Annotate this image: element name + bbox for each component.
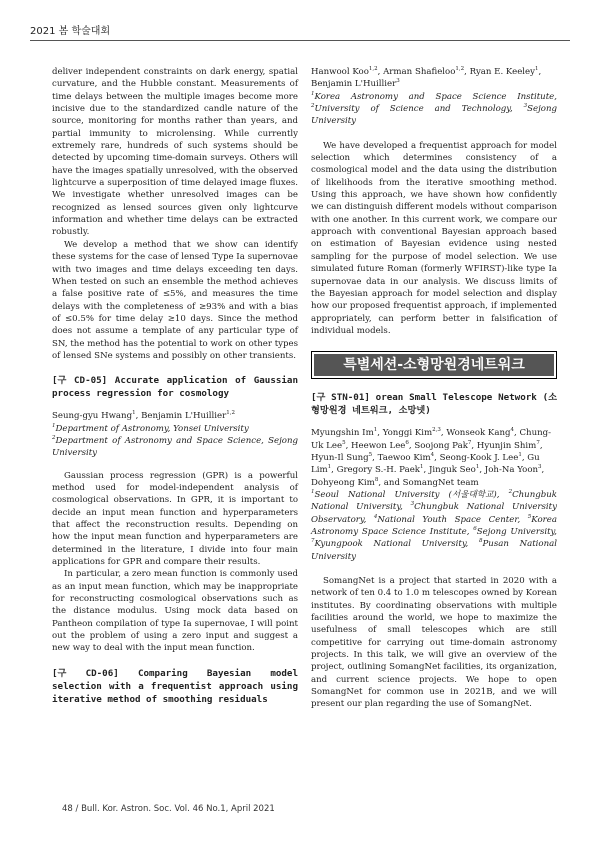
stn01-authors: Myungshin Im$^1$, Yonggi Kim$^{2,3}$, Wonseok Kang$^4$, Chung-Uk Lee$^5$, Heewon Lee$^6$, Soojong Pak$^7$, Hyunjin Shim$^7$, Hyun-Il Sung$^5$, Taewoo Kim$^4$, Seong-Kook J. Lee$^1$, Gu Lim$^1$, Gregory S.-H. Paek$^1$, Jinguk Seo$^1$, Joh-Na Yoon$^3$, Dohyeong Kim$^8$, and SomangNet team: [311, 427, 552, 488]
stn01-affiliation: Kyungpook National University,: [314, 539, 479, 550]
stn01-author-tail: and SomangNet team: [383, 477, 479, 488]
stn01-author: Gu Lim: [311, 452, 540, 476]
stn01-author: Joh-Na Yoon: [484, 465, 539, 476]
cd05-authors: Seung-gyu Hwang$^1$, Benjamin L'Huillier$^{1,2}$: [52, 410, 235, 422]
author-superscript: 2,3: [432, 427, 441, 434]
page-footer: 48 / Bull. Kor. Astron. Soc. Vol. 46 No.1, April 2021: [62, 804, 275, 814]
affiliation-superscript: 2: [508, 489, 513, 496]
stn01-author: Chung-Uk Lee: [311, 428, 552, 451]
author-superscript: 1: [373, 427, 378, 434]
stn01-author: Yonggi Kim: [382, 428, 433, 439]
affiliation-superscript: 6: [473, 526, 477, 533]
stn01-title: [구 STN-01] orean Small Telescope Network (소형망원경 네트워크, 소망넷): [311, 392, 557, 417]
author-superscript: 1: [420, 464, 424, 471]
left-column: [52, 66, 298, 706]
stn01-author: Jinguk Seo: [428, 465, 476, 476]
stn01-affiliations: [311, 489, 557, 563]
stn01-author: Hyunjin Shim: [476, 440, 537, 451]
cd05-affiliation-2: $^2$Department of Astronomy and Space Science, Sejong University: [52, 435, 298, 459]
author-superscript: 6: [405, 439, 409, 446]
cd05-title: [구 CD-05] Accurate application of Gaussian process regression for cosmology: [52, 375, 298, 400]
stn01-author: Soojong Pak: [414, 440, 468, 451]
stn01-author: Seong-Kook J. Lee: [439, 452, 519, 463]
stn01-author: Taewoo Kim: [377, 452, 431, 463]
cd05-abstract-2: In particular, a zero mean function is commonly used as an input mean function, which may be inappropriate for reconstructing cosmological observations such as the distance modulus. Using mock data based on Pantheon compilation of type Ia supernovae, I will point out the problem of using a zero input and suggest a new way to deal with the input mean function.: [52, 569, 298, 654]
session-banner: [311, 351, 557, 379]
abstract-continuation: deliver independent constraints on dark energy, spatial curvature, and the Hubble constant. Measurements of time delays between the multiple images become more incisive due to the standardized candle nature of the source, monitoring for months rather than years, and partial immunity to microlensing. While currently extremely rare, hundreds of such systems should be detected by upcoming time-domain surveys. Others will have the images spatially unresolved, with the observed lightcurve a superposition of time delayed image fluxes. We investigate whether unresolved images can be recognized as lensed sources given only lightcurve information and whether time delays can be extracted robustly.: [52, 67, 298, 238]
running-header: 2021 봄 학술대회: [30, 26, 111, 37]
author-superscript: 1: [327, 464, 332, 471]
cd06-title: [구 CD-06] Comparing Bayesian model selection with a frequentist approach using iterative method of smoothing residuals: [52, 667, 298, 705]
author-superscript: 5: [342, 439, 346, 446]
stn01-author: Wonseok Kang: [446, 428, 511, 439]
stn01-author: Hyun-Il Sung: [311, 452, 369, 463]
author-superscript: 1: [475, 464, 480, 471]
author-superscript: 4: [430, 452, 435, 459]
affiliation-superscript: 1: [311, 489, 315, 496]
affiliation-superscript: 8: [479, 538, 483, 545]
cd06-authors: Hanwool Koo$^{1,2}$, Arman Shafieloo$^{1,2}$, Ryan E. Keeley$^1$, Benjamin L'Huillier$^3$: [311, 66, 542, 90]
right-column: [311, 66, 557, 711]
stn01-author: Myungshin Im: [311, 428, 374, 439]
author-superscript: 3: [538, 464, 542, 471]
stn01-author: Heewon Lee: [351, 440, 406, 451]
abstract-paragraph: We develop a method that we show can identify these systems for the case of lensed Type Ia supernovae with two images and time delays exceeding ten days. When tested on such an ensemble the method achieves a false positive rate of ≤5%, and measures the time delays with the completeness of ≥93% and with a bias of ≤0.5% for time delay ≥10 days. Since the method does not assume a template of any particular type of SN, the method has the potential to work on other types of lensed SNe systems and possibly on other transients.: [52, 239, 298, 361]
stn01-affiliation: Chungbuk National University,: [311, 489, 557, 513]
header-rule: [30, 40, 570, 41]
cd06-abstract: We have developed a frequentist approach for model selection which determines consistency of a cosmological model and the data using the distribution of likelihoods from the iterative smoothing method. Using this approach, we have shown how confidently we can distinguish different models without comparison with one another. In this current work, we compare our approach with conventional Bayesian approach based on estimation of Bayesian evidence using nested sampling for the purpose of model selection. We use simulated future Roman (formerly WFIRST)-like type Ia supernovae data in our analysis. We discuss limits of the Bayesian approach for model selection and display how our proposed frequentist approach, if implemented appropriately, can perform better in falsification of individual models.: [311, 140, 557, 336]
session-banner-title: 특별세션-소형망원경네트워크: [314, 354, 554, 376]
author-superscript: 5: [368, 452, 373, 459]
author-superscript: 8: [374, 476, 379, 483]
stn01-author: Gregory S.-H. Paek: [336, 465, 420, 476]
affiliation-superscript: 7: [311, 538, 315, 545]
cd06-affiliations: $^1$Korea Astronomy and Space Science Institute, $^2$University of Science and Technology, $^3$Sejong University: [311, 90, 557, 127]
stn01-affiliation: Korea Astronomy Space Science Institute,: [311, 514, 557, 537]
stn01-affiliation: Pusan National University: [311, 539, 558, 562]
stn01-abstract: SomangNet is a project that started in 2020 with a network of ten 0.4 to 1.0 m telescopes owned by Korean institutes. By coordinating observations with multiple facilities around the world, we hope to maximize the usefulness of small telescopes which are still competitive for carrying out time-domain astronomy projects. In this talk, we will give an overview of the project, outlining SomangNet facilities, its organization, and current science projects. We hope to open SomangNet for common use in 2021B, and we will present our plan regarding the use of SomangNet.: [311, 576, 557, 710]
affiliation-superscript: 4: [373, 513, 378, 520]
author-superscript: 4: [510, 427, 515, 434]
stn01-affiliation: Seoul National University (서울대학교),: [314, 489, 509, 500]
stn01-affiliation: National Youth Space Center,: [377, 514, 528, 525]
author-superscript: 7: [536, 439, 540, 446]
cd05-affiliation-1: $^1$Department of Astronomy, Yonsei University: [52, 422, 249, 434]
author-superscript: 7: [467, 439, 472, 446]
author-superscript: 1: [518, 452, 522, 459]
stn01-affiliation: Chungbuk National University Observatory,: [311, 502, 557, 525]
stn01-affiliation: Sejong University,: [476, 526, 557, 537]
affiliation-superscript: 5: [527, 513, 532, 520]
affiliation-superscript: 3: [410, 501, 415, 508]
cd05-abstract-1: Gaussian process regression (GPR) is a powerful method used for model-independent analysis of cosmological observations. In GPR, it is important to decide an input mean function and hyperparameters that affect the reconstruction results. Depending on how the input mean function and hyperparameters are determined in the literature, I divide into four main applications for GPR and compare their results.: [52, 470, 298, 568]
stn01-author: Dohyeong Kim: [311, 477, 375, 488]
